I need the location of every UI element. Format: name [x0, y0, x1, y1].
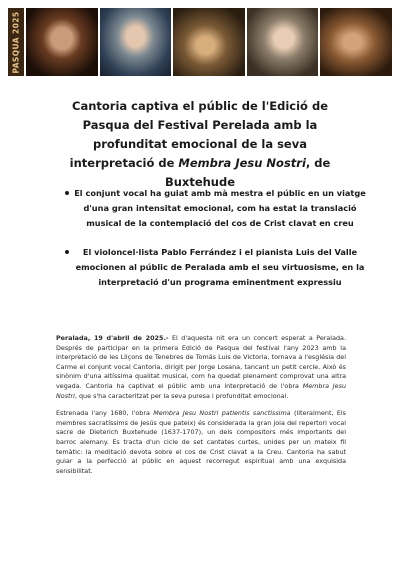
article-title	[50, 97, 350, 192]
banner-label-text: PASQUA 2025	[11, 11, 21, 73]
title-main: Cantoria captiva el públic de l'Edició de Pasqua del Festival Perelada amb la profunditat emocional de la seva interpretació de	[69, 99, 328, 170]
article-body	[56, 334, 346, 476]
painting-crucifixion	[173, 8, 245, 76]
painting-madonna	[100, 8, 172, 76]
body-paragraph: Estrenada l'any 1680, l'obra Membra Jesu Nostri patientis sanctissima (literalment, Els membres sacratíssims de Jesús que pateix) és considerada la gran joia del repertori vocal sacre de Dieterich Buxtehude (1637-1707), un dels compositors més importants del barroc alemany. Es tracta d'un cicle de set cantates curtes, unides per un mateix fil temàtic: la meditació devota sobre el cos de Crist clavat a la Creu. Cantoria ha sabut guiar a la perfecció al públic en aquest recorregut espiritual amb una exquisida sensibilitat.	[56, 409, 346, 475]
dateline: Peralada, 19 d'abril de 2025.-	[56, 334, 169, 342]
painting-christ	[26, 8, 98, 76]
title-work: Membra Jesu Nostri	[178, 156, 306, 170]
highlights-list	[74, 186, 366, 290]
painting-mourning-woman	[247, 8, 319, 76]
title-end: , de Buxtehude	[164, 156, 331, 189]
painting-saint	[320, 8, 392, 76]
highlight-item: El violoncel·lista Pablo Ferrández i el pianista Luis del Valle emocionen al públic de Peralada amb el seu virtuosisme, en la interpretació d'un programa eminentment expressiu	[74, 245, 366, 290]
banner-label	[8, 8, 24, 76]
highlight-item: El conjunt vocal ha guiat amb mà mestra el públic en un viatge d'una gran intensitat emocional, com ha estat la translació musical de la contemplació del cos de Crist clavat en creu	[74, 186, 366, 231]
header-banner	[8, 8, 392, 76]
body-paragraph: Peralada, 19 d'abril de 2025.- El d'aquesta nit era un concert esperat a Peralada. Després de participar en la primera Edició de Pasqua del festival l'any 2023 amb la interpretació de les Lliçons de Tenebres de Tomás Luis de Victoria, tornava a l'església del Carme el conjunt vocal Cantoria, dirigit per Jorge Losana, tancant un petit cercle. Això és sinònim d'una altíssima qualitat musical, com ha quedat plenament comprovat una altra vegada. Cantoria ha captivat el públic amb una interpretació de l'obra Membra Jesu Nostri, que s'ha caracteritzat per la seva puresa i profunditat emocional.	[56, 334, 346, 400]
